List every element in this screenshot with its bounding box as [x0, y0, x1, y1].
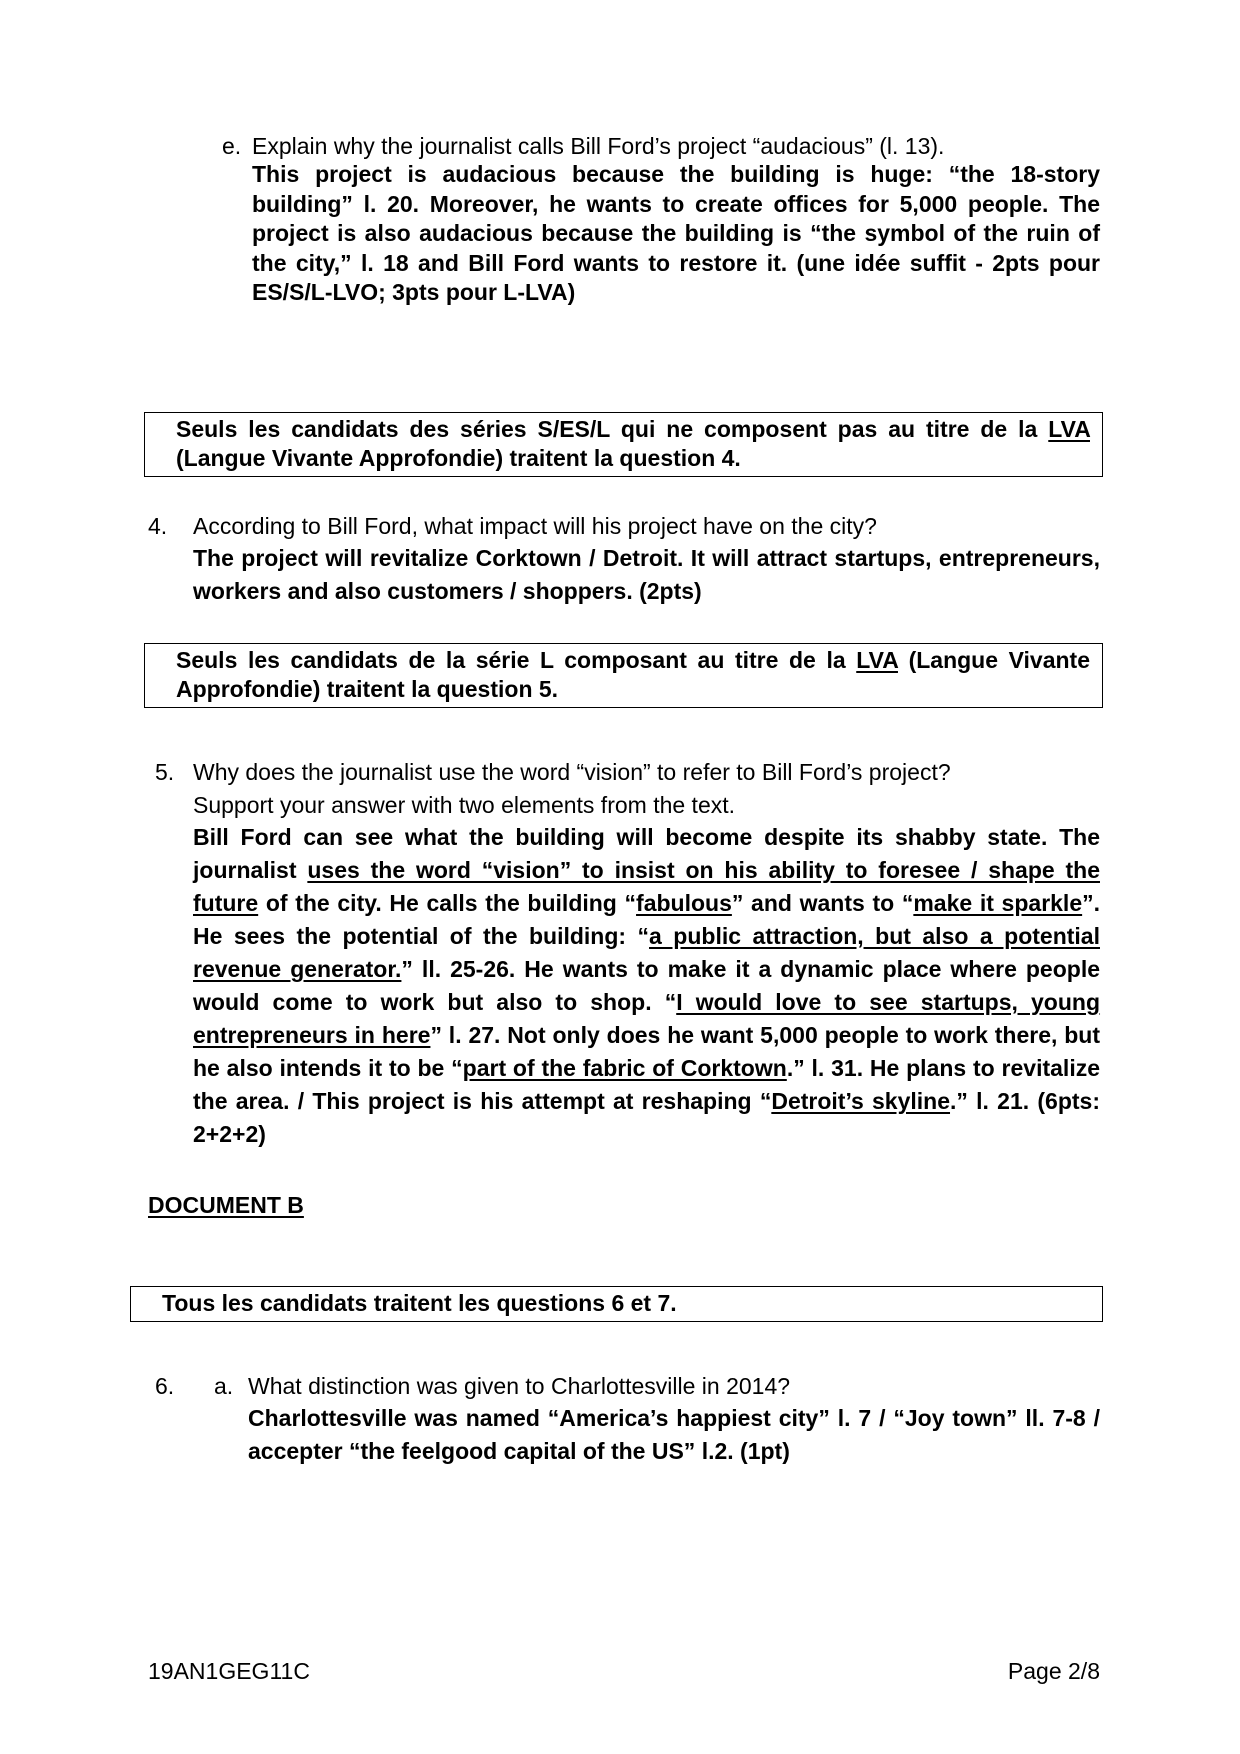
document-b-heading	[148, 1189, 304, 1222]
footer-document-code: 19AN1GEG11C	[148, 1658, 310, 1684]
box1-text-b: (Langue Vivante Approfondie) traitent la question 4.	[176, 445, 741, 471]
q5-answer	[193, 821, 1100, 1151]
q5-answer-part: ”. He sees the potential of the building: “	[193, 890, 1101, 949]
q5-quote-underlined: Detroit’s skyline	[771, 1088, 951, 1114]
box1-lva: LVA	[1048, 416, 1090, 442]
q5-quote-underlined: part of the fabric of Corktown	[462, 1055, 787, 1081]
q3e-question: Explain why the journalist calls Bill Ford’s project “audacious” (l. 13).	[252, 133, 945, 159]
q4-answer: The project will revitalize Corktown / Detroit. It will attract startups, entrepreneurs, workers and also customers / shoppers. (2pts)	[193, 545, 1100, 604]
q5-answer-part: ” l. 27. Not only does he want 5,000 people to work there, but he also intends it to be “	[193, 1022, 1101, 1081]
q5-answer-part: Bill Ford can see what the building will become despite its shabby state. The journalist	[193, 824, 1100, 883]
box2-text-b: (Langue Vivante Approfondie) traitent la question 5.	[176, 647, 1090, 702]
q5-answer-part: of the city. He calls the building “	[258, 890, 637, 916]
q5-quote-underlined: fabulous	[636, 890, 732, 916]
q3e-label: e.	[222, 133, 242, 159]
q6-sub-label: a.	[214, 1373, 234, 1399]
instruction-box-q6-q7	[130, 1286, 1103, 1322]
box2-lva: LVA	[856, 647, 898, 673]
q5-answer-part: ” ll. 25-26. He wants to make it a dynamic place where people would come to work but also to shop. “	[193, 956, 1100, 1015]
q6a-question: What distinction was given to Charlottesville in 2014?	[248, 1373, 791, 1399]
instruction-box-q4	[144, 412, 1103, 477]
footer-page-number: Page 2/8	[1007, 1658, 1100, 1684]
q3e-answer: This project is audacious because the building is huge: “the 18-story building” l. 20. Moreover, he wants to create offices for 5,000 people. The project is also audacious because the building is “the symbol of the ruin of the city,” l. 18 and Bill Ford wants to restore it. (une idée suffit - 2pts pour ES/S/L-LVO; 3pts pour L-LVA)	[252, 161, 1100, 306]
box3-text: Tous les candidats traitent les questions 6 et 7.	[162, 1290, 677, 1316]
q5-quote-underlined: a public attraction, but also a potential revenue generator.	[193, 923, 1100, 982]
q5-question-1: Why does the journalist use the word “vision” to refer to Bill Ford’s project?	[193, 759, 951, 785]
q5-answer-part: .” l. 31. He plans to revitalize the area. / This project is his attempt at reshaping “	[193, 1055, 1100, 1114]
q5-quote-underlined: make it sparkle	[913, 890, 1083, 916]
q4-number: 4.	[148, 513, 168, 539]
instruction-box-q5	[144, 643, 1103, 708]
q5-number: 5.	[155, 759, 175, 785]
box2-text-a: Seuls les candidats de la série L composant au titre de la	[176, 647, 857, 673]
q5-question-2: Support your answer with two elements from the text.	[193, 792, 736, 818]
q5-quote-underlined: I would love to see startups, young entrepreneurs in here	[193, 989, 1101, 1048]
document-b-heading-text: DOCUMENT B	[148, 1192, 304, 1218]
q4-question: According to Bill Ford, what impact will his project have on the city?	[193, 513, 877, 539]
q6a-answer: Charlottesville was named “America’s happiest city” l. 7 / “Joy town” ll. 7-8 / accepter “the feelgood capital of the US” l.2. (1pt)	[248, 1405, 1100, 1464]
q5-quote-underlined: uses the word “vision” to insist on his ability to foresee / shape the future	[193, 857, 1100, 916]
q6-number: 6.	[155, 1373, 175, 1399]
q5-answer-part: ” and wants to “	[731, 890, 914, 916]
q5-answer-part: .” l. 21. (6pts: 2+2+2)	[193, 1088, 1100, 1147]
box1-text-a: Seuls les candidats des séries S/ES/L qui ne composent pas au titre de la	[176, 416, 1049, 442]
